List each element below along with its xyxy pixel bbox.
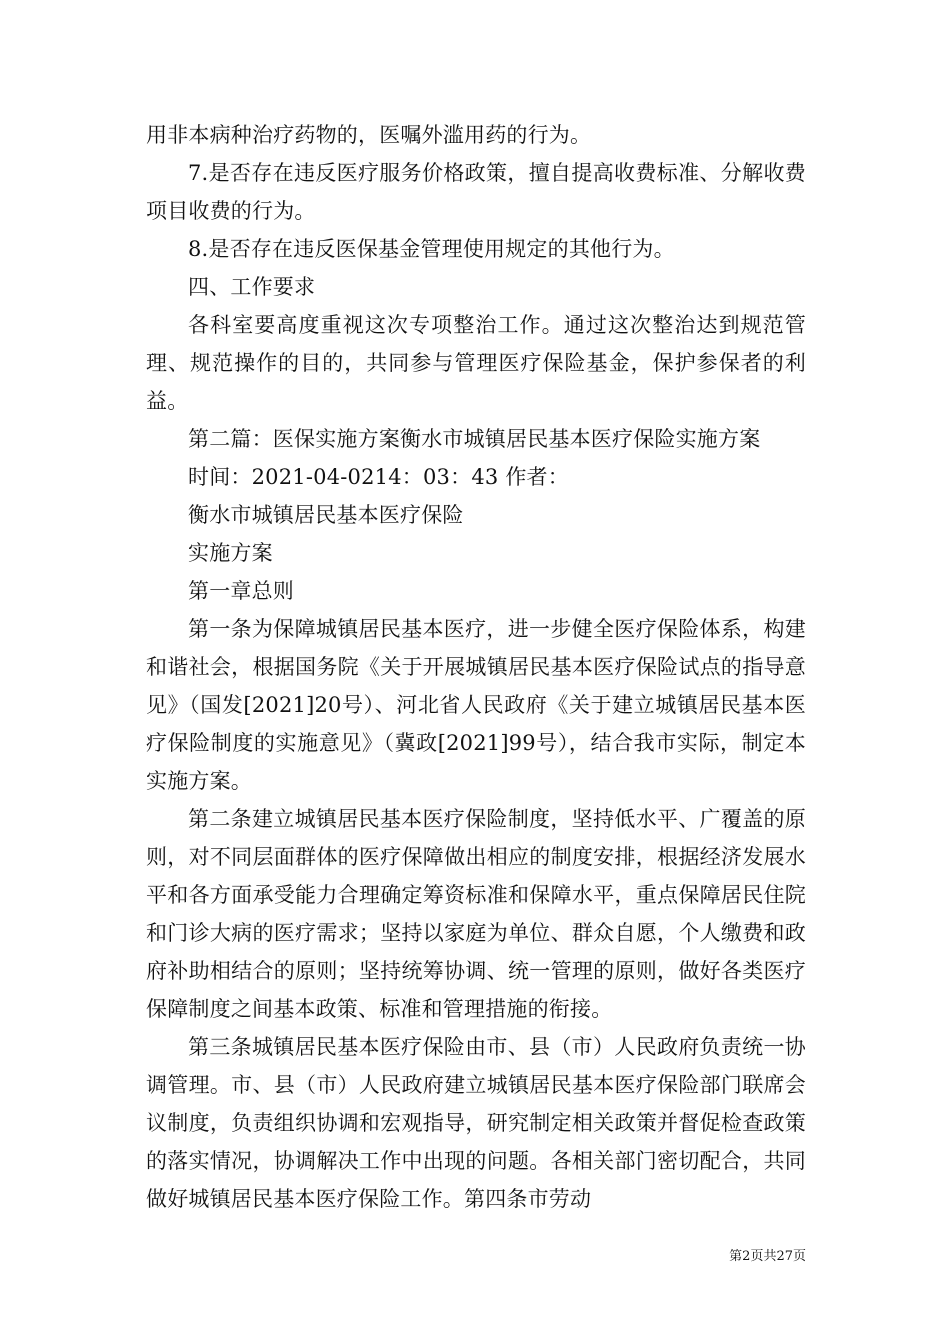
paragraph-1: 用非本病种治疗药物的，医嘱外滥用药的行为。 xyxy=(146,123,592,147)
doc-title-line-2: 实施方案 xyxy=(188,541,273,565)
document-body xyxy=(146,116,806,1218)
article-2: 第二条建立城镇居民基本医疗保险制度，坚持低水平、广覆盖的原则，对不同层面群体的医疗保障做出相应的制度安排，根据经济发展水平和各方面承受能力合理确定筹资标准和保障水平，重点保障居民住院和门诊大病的医疗需求；坚持以家庭为单位、群众自愿，个人缴费和政府补助相结合的原则；坚持统筹协调、统一管理的原则，做好各类医疗保障制度之间基本政策、标准和管理措施的衔接。 xyxy=(146,807,806,1021)
article-title-part-two: 第二篇：医保实施方案衡水市城镇居民基本医疗保险实施方案 xyxy=(188,427,761,451)
timestamp-author-line: 时间：2021-04-0214：03：43 作者： xyxy=(188,465,569,489)
chapter-heading: 第一章总则 xyxy=(188,579,294,603)
article-3: 第三条城镇居民基本医疗保险由市、县（市）人民政府负责统一协调管理。市、县（市）人民政府建立城镇居民基本医疗保险部门联席会议制度，负责组织协调和宏观指导，研究制定相关政策并督促检查政策的落实情况，协调解决工作中出现的问题。各相关部门密切配合，共同做好城镇居民基本医疗保险工作。第四条市劳动 xyxy=(146,1035,806,1211)
paragraph-3: 8.是否存在违反医保基金管理使用规定的其他行为。 xyxy=(188,237,675,261)
doc-title-line-1: 衡水市城镇居民基本医疗保险 xyxy=(188,503,464,527)
paragraph-2: 7.是否存在违反医疗服务价格政策，擅自提高收费标准、分解收费项目收费的行为。 xyxy=(146,161,806,223)
paragraph-5: 各科室要高度重视这次专项整治工作。通过这次整治达到规范管理、规范操作的目的，共同参与管理医疗保险基金，保护参保者的利益。 xyxy=(146,313,806,413)
article-1: 第一条为保障城镇居民基本医疗，进一步健全医疗保险体系，构建和谐社会，根据国务院《关于开展城镇居民基本医疗保险试点的指导意见》（国发[2021]20号）、河北省人民政府《关于建立城镇居民基本医疗保险制度的实施意见》（冀政[2021]99号），结合我市实际，制定本实施方案。 xyxy=(146,617,806,793)
section-heading-work-requirements: 四、工作要求 xyxy=(188,275,316,299)
page-number-footer: 第2页共27页 xyxy=(729,1249,806,1264)
